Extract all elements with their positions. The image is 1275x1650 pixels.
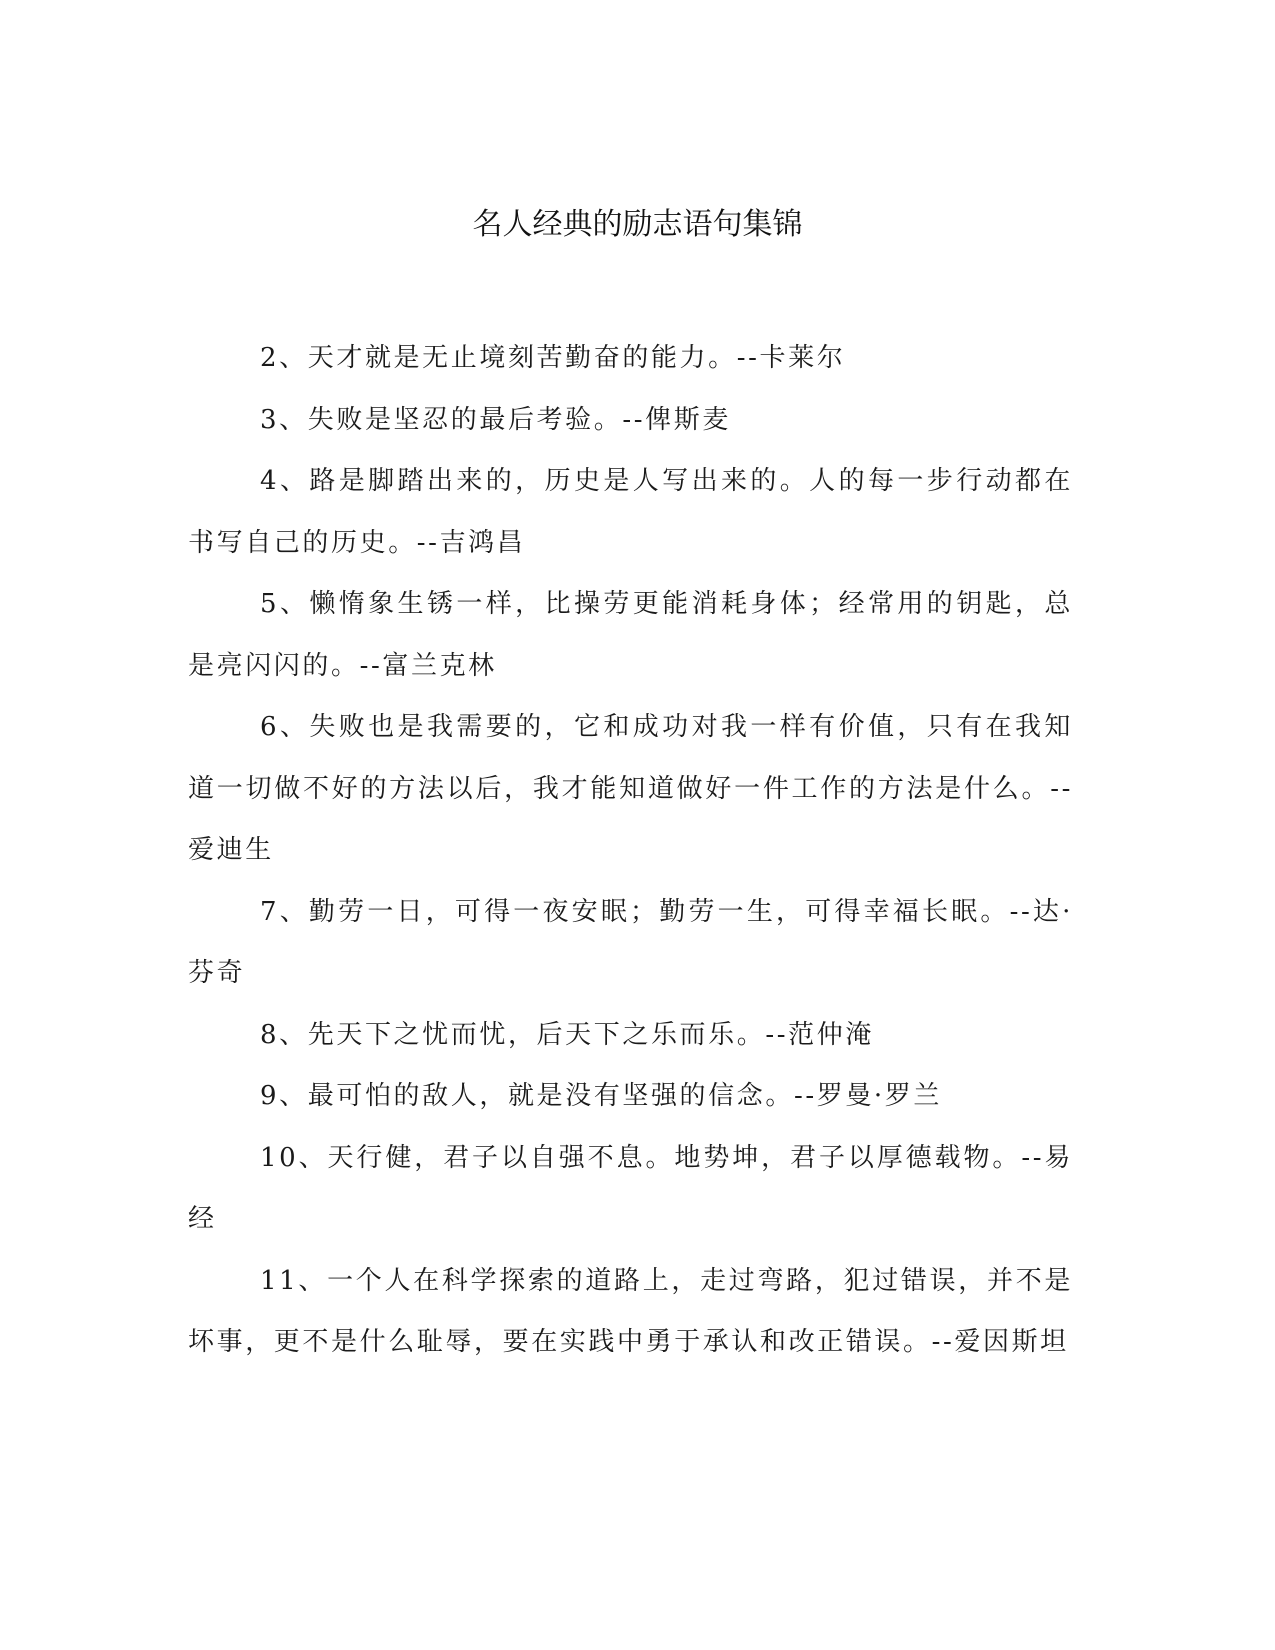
document-title: 名人经典的励志语句集锦 [472,207,803,242]
quote-paragraph: 7、勤劳一日，可得一夜安眠；勤劳一生，可得幸福长眠。--达·芬奇 [188,896,1073,988]
quote-paragraph: 4、路是脚踏出来的，历史是人写出来的。人的每一步行动都在书写自己的历史。--吉鸿昌 [188,466,1073,558]
quote-list [188,328,1073,1374]
quote-paragraph: 11、一个人在科学探索的道路上，走过弯路，犯过错误，并不是坏事，更不是什么耻辱，要在实践中勇于承认和改正错误。--爱因斯坦 [188,1265,1073,1357]
quote-paragraph: 3、失败是坚忍的最后考验。--俾斯麦 [260,404,731,435]
quote-paragraph: 9、最可怕的敌人，就是没有坚强的信念。--罗曼·罗兰 [260,1081,942,1111]
quote-paragraph: 10、天行健，君子以自强不息。地势坤，君子以厚德载物。--易经 [188,1142,1073,1234]
quote-paragraph: 6、失败也是我需要的，它和成功对我一样有价值，只有在我知道一切做不好的方法以后，我才能知道做好一件工作的方法是什么。--爱迪生 [188,712,1073,865]
quote-paragraph: 2、天才就是无止境刻苦勤奋的能力。--卡莱尔 [260,343,846,373]
quote-paragraph: 8、先天下之忧而忧，后天下之乐而乐。--范仲淹 [260,1019,874,1050]
quote-paragraph: 5、懒惰象生锈一样，比操劳更能消耗身体；经常用的钥匙，总是亮闪闪的。--富兰克林 [188,589,1073,681]
